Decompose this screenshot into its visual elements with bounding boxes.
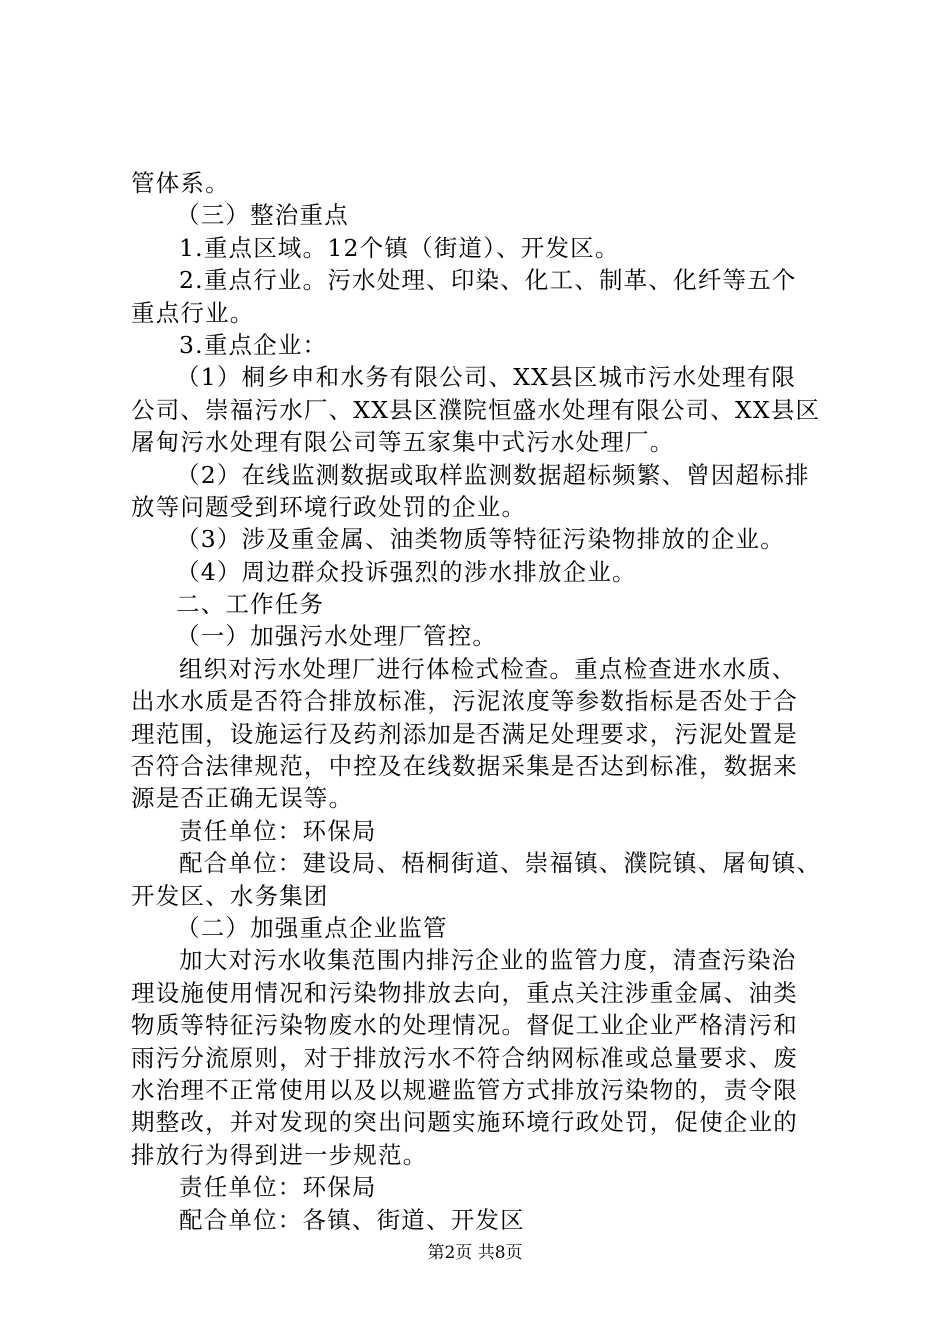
paragraph-line: （一）加强污水处理厂管控。 [176,622,498,651]
paragraph-line: 屠甸污水处理有限公司等五家集中式污水处理厂。 [131,428,675,457]
document-body [131,167,843,1236]
paragraph-line: （3）涉及重金属、油类物质等特征污染物排放的企业。 [176,525,785,554]
page-footer: 第2页 共8页 [427,1243,523,1263]
paragraph-line: 公司、崇福污水厂、XX县区濮院恒盛水处理有限公司、XX县区 [131,395,821,424]
paragraph-line: 责任单位：环保局 [179,1173,377,1202]
paragraph-line: 二、工作任务 [176,590,325,619]
paragraph-line: 1.重点区域。12个镇（街道）、开发区。 [179,233,620,262]
paragraph-line: 加大对污水收集范围内排污企业的监管力度，清查污染治 [179,946,797,975]
paragraph-line: 期整改，并对发现的突出问题实施环境行政处罚，促使企业的 [131,1108,798,1137]
paragraph-line: 组织对污水处理厂进行体检式检查。重点检查进水水质、 [179,654,797,683]
paragraph-line: 配合单位：各镇、街道、开发区 [179,1205,525,1234]
paragraph-line: （三）整治重点 [176,201,349,230]
paragraph-line: 物质等特征污染物废水的处理情况。督促工业企业严格清污和 [131,1011,798,1040]
paragraph-line: 理范围，设施运行及药剂添加是否满足处理要求，污泥处置是 [131,719,798,748]
paragraph-line: 否符合法律规范，中控及在线数据采集是否达到标准，数据来 [131,752,798,781]
paragraph-line: 源是否正确无误等。 [131,784,354,813]
paragraph-line: （1）桐乡申和水务有限公司、XX县区城市污水处理有限 [176,363,797,392]
paragraph-line: 排放行为得到进一步规范。 [131,1140,428,1169]
paragraph-line: 2.重点行业。污水处理、印染、化工、制革、化纤等五个 [179,266,797,295]
paragraph-line: 水治理不正常使用以及以规避监管方式排放污染物的，责令限 [131,1075,798,1104]
paragraph-line: 理设施使用情况和污染物排放去向，重点关注涉重金属、油类 [131,978,798,1007]
paragraph-line: 放等问题受到环境行政处罚的企业。 [131,492,527,521]
paragraph-line: 配合单位：建设局、梧桐街道、崇福镇、濮院镇、屠甸镇、 [179,849,822,878]
paragraph-line: （4）周边群众投诉强烈的涉水排放企业。 [176,557,637,586]
paragraph-line: （2）在线监测数据或取样监测数据超标频繁、曾因超标排 [176,460,810,489]
paragraph-line: 开发区、水务集团 [131,881,329,910]
paragraph-line: 出水水质是否符合排放标准，污泥浓度等参数指标是否处于合 [131,687,798,716]
paragraph-line: 3.重点企业： [179,330,328,359]
paragraph-line: 重点行业。 [131,298,255,327]
paragraph-line: 雨污分流原则，对于排放污水不符合纳网标准或总量要求、废 [131,1043,798,1072]
paragraph-line: 管体系。 [131,169,230,197]
paragraph-line: （二）加强重点企业监管 [176,913,448,942]
paragraph-line: 责任单位：环保局 [179,816,377,845]
